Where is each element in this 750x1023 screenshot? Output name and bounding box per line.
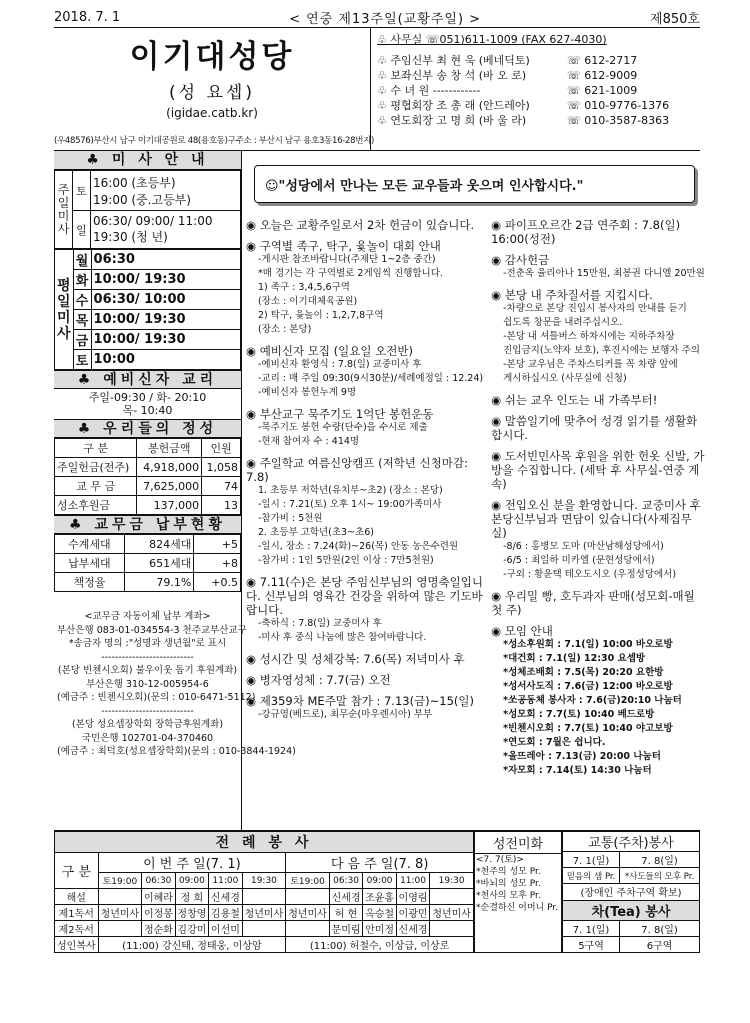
notice-item bbox=[246, 652, 483, 666]
liturgy-person: 허 현 bbox=[329, 905, 362, 921]
cleaning-group: *천주의 성모 Pr. bbox=[476, 866, 541, 877]
notice-item bbox=[246, 218, 483, 232]
notice-detail: -축하식 : 7.8(일) 교중미사 후 bbox=[258, 618, 382, 629]
issue-number: 제850호 bbox=[650, 12, 700, 27]
weekday-mass-label: 평일미사 bbox=[55, 250, 74, 370]
liturgy-person bbox=[430, 889, 474, 905]
notice-detail: -일시 : 7.21(토) 오후 1시~ 19:00가족미사 bbox=[258, 499, 442, 510]
notice-detail: (장소 : 이기대체육공원) bbox=[258, 296, 358, 307]
mass-time: 11:00 bbox=[396, 873, 429, 889]
notice-item bbox=[246, 407, 483, 449]
contact-phone: ☏ 010-9776-1376 bbox=[567, 99, 670, 112]
altar-next-week: (11:00) 허철수, 이상급, 이상로 bbox=[286, 937, 474, 953]
cleaning-group: *순결하신 어머니 Pr. bbox=[476, 902, 559, 913]
weekday-thu-times: 10:00/ 19:30 bbox=[91, 310, 240, 330]
liturgy-person: 김강미 bbox=[175, 921, 208, 937]
offering-row-amount: 137,000 bbox=[137, 496, 202, 515]
tea-heading: 차(Tea) 봉사 bbox=[563, 900, 700, 920]
traffic-date: 7. 1(일) bbox=[563, 852, 620, 868]
liturgy-role: 해설 bbox=[55, 889, 99, 905]
liturgy-person: 정창영 bbox=[175, 905, 208, 921]
liturgy-person bbox=[98, 889, 142, 905]
notice-detail: 2) 탁구, 윷놀이 : 1,2,7,8구역 bbox=[258, 310, 384, 321]
parish-title-block bbox=[54, 28, 375, 150]
liturgy-person: 신세경 bbox=[396, 921, 429, 937]
notice-heading: ◉ 부산교구 묵주기도 1억단 봉헌운동 bbox=[246, 407, 434, 421]
liturgy-row bbox=[55, 889, 474, 905]
notice-detail: 1) 족구 : 3,4,5,6구역 bbox=[258, 282, 350, 293]
liturgy-person: 정순화 bbox=[142, 921, 175, 937]
notice-heading: ◉ 성시간 및 성체강복: 7.6(목) 저녁미사 후 bbox=[246, 652, 465, 666]
weekday-sat-times: 10:00 bbox=[91, 350, 240, 370]
cleaning-heading: 성전미화 bbox=[475, 832, 562, 854]
this-week-heading: 이 번 주 일(7. 1) bbox=[98, 853, 286, 873]
liturgy-person: 정 희 bbox=[175, 889, 208, 905]
notice-detail: 게시하십시오 (사무실에 신청) bbox=[503, 373, 627, 384]
liturgy-person: 문미림 bbox=[329, 921, 362, 937]
dues-row-value: 824세대 bbox=[124, 535, 193, 554]
liturgy-person: 옥승철 bbox=[363, 905, 396, 921]
notice-detail: 쉽도록 창문을 내려주십시오. bbox=[503, 317, 623, 328]
notices-column bbox=[242, 151, 709, 830]
weekday-sat: 토 bbox=[73, 350, 91, 370]
top-bar bbox=[54, 8, 700, 28]
notice-detail: *매 경기는 각 구역별로 2게임씩 진행합니다. bbox=[258, 268, 443, 279]
notice-item bbox=[246, 239, 483, 337]
dues-row-label: 수계세대 bbox=[55, 535, 125, 554]
notice-item bbox=[491, 414, 705, 442]
contact-name: ♧ 보좌신부 송 창 석 (바 오 로) bbox=[377, 69, 527, 82]
liturgy-person: 이영림 bbox=[396, 889, 429, 905]
notice-item bbox=[491, 393, 705, 407]
dues-row-label: 책정율 bbox=[55, 573, 125, 592]
notice-detail: *성서사도직 : 7.6(금) 12:00 바오로방 bbox=[503, 681, 673, 692]
notice-detail: -6/5 : 최일하 미카엘 (문현성당에서) bbox=[503, 555, 655, 566]
weekday-wed-times: 06:30/ 10:00 bbox=[91, 290, 240, 310]
offering-row-label: 교 무 금 bbox=[55, 477, 137, 496]
dues-row-value: 651세대 bbox=[124, 554, 193, 573]
liturgy-person: 청년미사 bbox=[286, 905, 330, 921]
notice-detail: -예비신자 봉헌누계 9명 bbox=[258, 387, 357, 398]
traffic-group: *사도들의 모후 Pr. bbox=[620, 868, 700, 884]
notice-detail: *성소후원회 : 7.1(일) 10:00 바오로방 bbox=[503, 639, 673, 650]
tea-group: 6구역 bbox=[620, 936, 700, 952]
offering-row-amount: 4,918,000 bbox=[137, 458, 202, 477]
service-section bbox=[54, 831, 700, 953]
notice-detail: -구외 : 황윤택 테오도시오 (우정성당에서) bbox=[503, 569, 677, 580]
main-body bbox=[54, 151, 705, 831]
contact-phone: ☏ 010-3587-8363 bbox=[567, 114, 670, 127]
contact-row bbox=[377, 113, 694, 128]
notice-detail: -본당 내 셔틀버스 하차시에는 지하주차장 bbox=[503, 331, 675, 342]
notice-item bbox=[246, 694, 483, 722]
offering-head-category: 구 분 bbox=[55, 439, 137, 458]
cleaning-group: <7. 7(토)> bbox=[476, 854, 524, 865]
notice-detail: -차량으로 본당 진입시 봉사자의 안내를 듣기 bbox=[503, 303, 687, 314]
weekday-mon-times: 06:30 bbox=[91, 250, 240, 270]
cleaning-group: *바뇌의 성모 Pr. bbox=[476, 878, 541, 889]
mass-time: 19:30 bbox=[430, 873, 474, 889]
parish-title: 이기대성당 bbox=[129, 39, 295, 75]
notice-heading: ◉ 구역별 족구, 탁구, 윷놀이 대회 안내 bbox=[246, 239, 441, 253]
liturgy-person: 청년미사 bbox=[98, 905, 142, 921]
liturgy-person: 신세경 bbox=[329, 889, 362, 905]
liturgy-person: 이광민 bbox=[396, 905, 429, 921]
notice-detail: -참가비 : 5천원 bbox=[258, 513, 323, 524]
notice-detail: (장소 : 본당) bbox=[258, 324, 312, 335]
tea-date: 7. 1(일) bbox=[563, 920, 620, 936]
contact-name: ♧ 주임신부 최 현 욱 (베네딕토) bbox=[377, 54, 530, 67]
notice-heading: ◉ 파이프오르간 2급 연주회 : 7.8(일) 16:00(성전) bbox=[491, 218, 681, 246]
mass-time: 11:00 bbox=[209, 873, 242, 889]
liturgy-person: 청년미사 bbox=[430, 905, 474, 921]
traffic-date: 7. 8(일) bbox=[620, 852, 700, 868]
notice-detail: *성모회 : 7.7(토) 10:40 베드로방 bbox=[503, 709, 655, 720]
offering-head-amount: 봉헌금액 bbox=[137, 439, 202, 458]
contact-phone: ☏ 612-9009 bbox=[567, 69, 638, 82]
weekday-wed: 수 bbox=[73, 290, 91, 310]
contact-name: ♧ 연도회장 고 명 희 (바 울 라) bbox=[377, 114, 527, 127]
notice-detail: -일시, 장소 : 7.24(화)~26(목) 안동 농은수련원 bbox=[258, 541, 459, 552]
contact-name: ♧ 수 녀 원 ------------ bbox=[377, 84, 481, 97]
offering-row-amount: 7,625,000 bbox=[137, 477, 202, 496]
liturgy-row bbox=[55, 921, 474, 937]
offering-row-count: 74 bbox=[202, 477, 241, 496]
contact-phone: ☏ 612-2717 bbox=[567, 54, 638, 67]
notice-detail: 진입금지(노약자 보호), 후진시에는 보행자 주의 bbox=[503, 345, 700, 356]
notice-heading: ◉ 말씀일기에 맞추어 성경 읽기를 생활화 합시다. bbox=[491, 414, 698, 442]
mass-time: 06:30 bbox=[329, 873, 362, 889]
contact-row bbox=[377, 68, 694, 83]
notice-item bbox=[491, 288, 705, 386]
mass-time: 09:00 bbox=[175, 873, 208, 889]
liturgy-person: 이선미 bbox=[209, 921, 242, 937]
mass-time: 토19:00 bbox=[98, 873, 142, 889]
notice-item bbox=[491, 449, 705, 491]
dues-row-delta: +5 bbox=[194, 535, 241, 554]
notice-heading: ◉ 쉬는 교우 인도는 내 가족부터! bbox=[491, 393, 658, 407]
offering-head-count: 인원 bbox=[202, 439, 241, 458]
notice-detail: 1. 초등부 저학년(유치부~초2) (장소 : 본당) bbox=[258, 485, 443, 496]
liturgy-person bbox=[286, 889, 330, 905]
greeting-banner: ☺"성당에서 만나는 모든 교우들과 웃으며 인사합시다." bbox=[254, 165, 695, 203]
dues-row-delta: +8 bbox=[194, 554, 241, 573]
liturgy-person: 이정봉 bbox=[142, 905, 175, 921]
cleaning-table bbox=[474, 831, 562, 953]
date: 2018. 7. 1 bbox=[54, 10, 121, 25]
notice-heading: ◉ 제359차 ME주말 참가 : 7.13(금)~15(일) bbox=[246, 694, 475, 708]
notice-item bbox=[491, 498, 705, 582]
traffic-group: 믿음의 샘 Pr. bbox=[563, 868, 620, 884]
offering-heading: ♣ 우리들의 정성 bbox=[54, 419, 241, 438]
notice-item bbox=[491, 624, 705, 778]
liturgy-person: 이혜라 bbox=[142, 889, 175, 905]
sunday-mass-table bbox=[54, 170, 241, 249]
parish-url: (igidae.catb.kr) bbox=[166, 106, 258, 120]
notice-heading: ◉ 본당 내 주차질서를 지킵시다. bbox=[491, 288, 653, 302]
sun-day: 일 bbox=[73, 211, 91, 249]
notice-heading: ◉ 감사헌금 bbox=[491, 253, 550, 267]
contact-list bbox=[377, 53, 694, 128]
weekday-mass-table bbox=[54, 249, 241, 370]
weekday-fri-times: 10:00/ 19:30 bbox=[91, 330, 240, 350]
notice-item bbox=[246, 673, 483, 687]
weekday-tue-times: 10:00/ 19:30 bbox=[91, 270, 240, 290]
notices-right bbox=[491, 211, 705, 778]
parish-address: (우48576)부산시 남구 이기대공원로 48(용호동)구주소 : 부산시 남구 용호3동16-28번지) bbox=[54, 136, 375, 146]
notice-detail: *성체조배회 : 7.5(목) 20:20 요한방 bbox=[503, 667, 664, 678]
notice-item bbox=[246, 456, 483, 568]
altar-this-week: (11:00) 강신태, 정태웅, 이상암 bbox=[98, 937, 286, 953]
notices-left bbox=[246, 211, 483, 778]
liturgy-person bbox=[98, 921, 142, 937]
notice-detail: -교리 : 매 주일 09:30(9시30분)/세례예정일 : 12.24) bbox=[258, 373, 484, 384]
dues-row-delta: +0.5 bbox=[194, 573, 241, 592]
cleaning-group: *천사의 모후 Pr. bbox=[476, 890, 541, 901]
liturgy-heading: 전 례 봉 사 bbox=[55, 832, 474, 853]
notice-detail: -게시판 참조바랍니다(주제단 1~2층 중간) bbox=[258, 254, 436, 265]
mass-time: 19:30 bbox=[242, 873, 286, 889]
notice-heading: ◉ 병자영성체 : 7.7(금) 오전 bbox=[246, 673, 391, 687]
liturgy-person: 김용철 bbox=[209, 905, 242, 921]
header bbox=[54, 28, 700, 151]
mass-time: 06:30 bbox=[142, 873, 175, 889]
notice-heading: ◉ 우리밀 빵, 호두과자 판매(성모회-매월 첫 주) bbox=[491, 589, 695, 617]
contact-phone: ☏ 621-1009 bbox=[567, 84, 638, 97]
contact-row bbox=[377, 53, 694, 68]
liturgy-person: 안미정 bbox=[363, 921, 396, 937]
notice-item bbox=[246, 575, 483, 645]
notice-detail: 2. 초등부 고학년(초3~초6) bbox=[258, 527, 374, 538]
mass-schedule-heading: ♣ 미 사 안 내 bbox=[54, 151, 241, 170]
traffic-note: (장애인 주차구역 확보) bbox=[563, 884, 700, 900]
notice-heading: ◉ 예비신자 모집 (일요일 오전반) bbox=[246, 344, 413, 358]
notice-detail: -묵주기도 봉헌 수량(단수)을 수시로 제출 bbox=[258, 422, 428, 433]
mass-times-row bbox=[55, 873, 474, 889]
notice-detail: *자모회 : 7.14(토) 14:30 나눔터 bbox=[503, 765, 652, 776]
traffic-heading: 교통(주차)봉사 bbox=[563, 832, 700, 852]
tea-group: 5구역 bbox=[563, 936, 620, 952]
notice-heading: ◉ 도서빈민사목 후원을 위한 헌옷 신발, 가방을 수집합니다. (세탁 후 사무실-연중 계속) bbox=[491, 449, 705, 491]
notice-heading: ◉ 오늘은 교황주일로서 2차 헌금이 있습니다. bbox=[246, 218, 475, 232]
mass-time: 토19:00 bbox=[286, 873, 330, 889]
notice-detail: *빈첸시오회 : 7.7(토) 10:40 야고보방 bbox=[503, 723, 673, 734]
dues-row-label: 납부세대 bbox=[55, 554, 125, 573]
weekday-thu: 목 bbox=[73, 310, 91, 330]
liturgy-role: 제2독서 bbox=[55, 921, 99, 937]
notice-detail: -본당 교우님은 주차스티커를 꼭 차량 앞에 bbox=[503, 359, 678, 370]
liturgy-col-label: 구 분 bbox=[55, 853, 99, 889]
cleaning-list bbox=[475, 853, 562, 952]
weekday-mon: 월 bbox=[73, 250, 91, 270]
dues-row-value: 79.1% bbox=[124, 573, 193, 592]
notice-detail: -예비신자 환영식 : 7.8(일) 교중미사 후 bbox=[258, 359, 422, 370]
liturgy-person bbox=[286, 921, 330, 937]
notice-item bbox=[491, 218, 705, 246]
weekday-tue: 화 bbox=[73, 270, 91, 290]
notice-item bbox=[246, 344, 483, 400]
liturgy-table bbox=[54, 831, 474, 953]
notice-detail: *대건회 : 7.1(일) 12:30 요셉방 bbox=[503, 653, 646, 664]
liturgy-person: 청년미사 bbox=[242, 905, 286, 921]
notice-detail: -참가비 : 1인 5만원(2인 이상 : 7만5천원) bbox=[258, 555, 434, 566]
traffic-tea-table bbox=[562, 831, 700, 953]
bulletin-page bbox=[54, 8, 705, 1003]
contact-row bbox=[377, 98, 694, 113]
notice-detail: -현재 참여자 수 : 414명 bbox=[258, 436, 360, 447]
liturgy-person: 조윤홍 bbox=[363, 889, 396, 905]
notice-detail: *올뜨레아 : 7.13(금) 20:00 나눔터 bbox=[503, 751, 661, 762]
contact-row bbox=[377, 83, 694, 98]
notice-detail: *쏘공동체 봉사자 : 7.6(금)20:10 나눔터 bbox=[503, 695, 682, 706]
parish-subtitle: (성 요셉) bbox=[169, 83, 255, 103]
next-week-heading: 다 음 주 일(7. 8) bbox=[286, 853, 474, 873]
liturgical-week: < 연중 제13주일(교황주일) > bbox=[289, 12, 482, 27]
office-contact: ♧ 사무실 ☏051)611-1009 (FAX 627-4030) bbox=[377, 33, 607, 46]
bank-accounts: <교무금 자동이체 납부 계좌> 부산은행 083-01-034554-3 천주교부산교구 *송금자 명의 :"성명과 생년월"로 표시 --------------------------- (본당 빈첸시오회) 불우이웃 돕기 후원계좌) 부산은행 310-12-005954-6 (예금주 : 빈첸시오회)(문의 : 010-6471-5112) --------------------------- (본당 성요셉장학회 장학금후원계좌) 국민은행 102701-04-370460 (예금주 : 최덕호(성요셉장학회)(문의 : 010-3844-1924) bbox=[57, 611, 296, 757]
notice-detail: -전춘옥 율리아나 15만원, 최봉권 다니엘 20만원 bbox=[503, 268, 705, 279]
notice-detail: -강규영(베드로), 최무순(마우렌시아) 부부 bbox=[258, 709, 433, 720]
contact-name: ♧ 평협회장 조 총 래 (안드레아) bbox=[377, 99, 530, 112]
dues-table bbox=[54, 534, 241, 592]
liturgy-person bbox=[242, 921, 286, 937]
notice-detail: -8/6 : 홍병모 도마 (마산남해성당에서) bbox=[503, 541, 664, 552]
notice-item bbox=[491, 253, 705, 281]
tea-date: 7. 8(일) bbox=[620, 920, 700, 936]
liturgy-person bbox=[430, 921, 474, 937]
offering-row-label: 주일헌금(전주) bbox=[55, 458, 137, 477]
notice-item bbox=[491, 589, 705, 617]
offering-row-count: 1,058 bbox=[202, 458, 241, 477]
offering-table bbox=[54, 438, 241, 515]
catechism-schedule: 주일-09:30 / 화- 20:10 목- 10:40 bbox=[88, 391, 207, 417]
notice-heading: ◉ 7.11(수)은 본당 주임신부님의 영명축일입니다. 신부님의 영육간 건강을 위하여 많은 기도바랍니다. bbox=[246, 575, 483, 617]
sunday-mass-label: 주일미사 bbox=[55, 171, 73, 249]
liturgy-role: 제1독서 bbox=[55, 905, 99, 921]
sat-day: 토 bbox=[73, 171, 91, 211]
liturgy-row bbox=[55, 905, 474, 921]
mass-time: 09:00 bbox=[363, 873, 396, 889]
notice-heading: ◉ 전입오신 분을 환영합니다. 교중미사 후 본당신부님과 면담이 있습니다(사제집무실) bbox=[491, 498, 701, 540]
dues-heading: ♣ 교무금 납부현황 bbox=[54, 515, 241, 534]
altar-label: 성인복사 bbox=[55, 937, 99, 953]
weekday-fri: 금 bbox=[73, 330, 91, 350]
liturgy-person: 신세경 bbox=[209, 889, 242, 905]
sun-times: 06:30/ 09:00/ 11:00 19:30 (청 년) bbox=[91, 211, 241, 249]
catechism-heading: ♣ 예비신자 교리 bbox=[54, 370, 241, 389]
contacts-block bbox=[371, 28, 700, 150]
notice-heading: ◉ 모임 안내 bbox=[491, 624, 553, 638]
sat-times: 16:00 (초등부) 19:00 (중.고등부) bbox=[91, 171, 241, 211]
offering-row-label: 성소후원금 bbox=[55, 496, 137, 515]
notice-detail: *연도회 : 7월은 쉽니다. bbox=[503, 737, 606, 748]
liturgy-person bbox=[242, 889, 286, 905]
offering-row-count: 13 bbox=[202, 496, 241, 515]
notice-detail: -미사 후 중식 나눔에 많은 참여바랍니다. bbox=[258, 632, 427, 643]
notice-heading: ◉ 주일학교 여름신앙캠프 (저학년 신청마감: 7.8) bbox=[246, 456, 468, 484]
